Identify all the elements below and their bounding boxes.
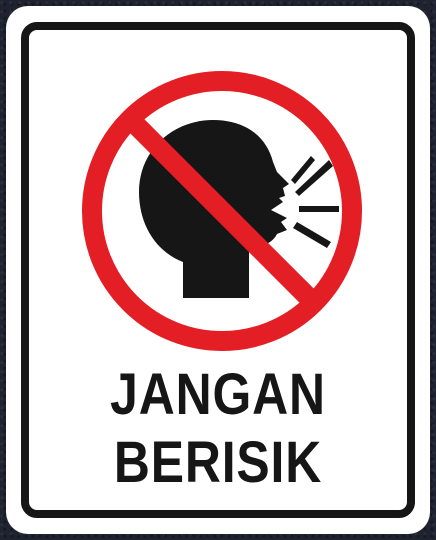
shout-rays: [291, 156, 339, 248]
sign-text-line-2: BERISIK: [113, 430, 323, 495]
warning-sign: [6, 6, 430, 534]
sign-text-line-1: JANGAN: [110, 362, 326, 427]
no-shouting-icon: [77, 66, 367, 356]
